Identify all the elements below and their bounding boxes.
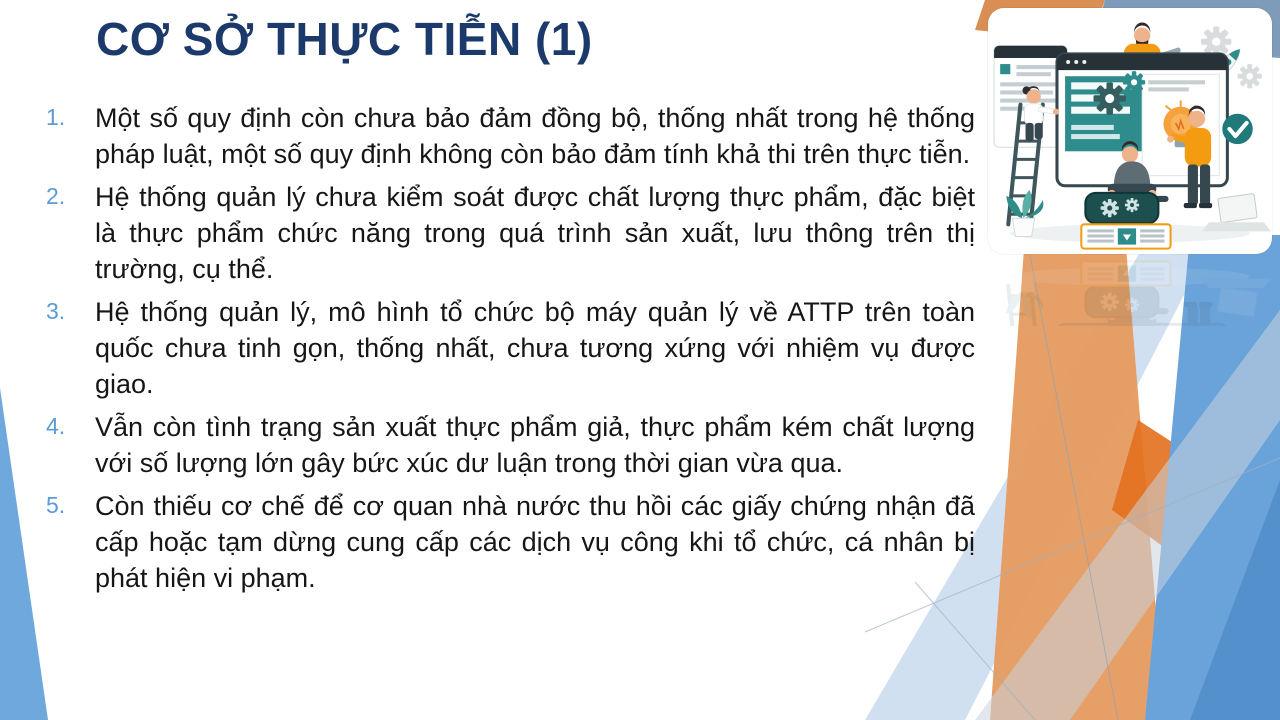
slide-title: CƠ SỞ THỰC TIỄN (1) [96, 13, 593, 65]
list-item-text: Còn thiếu cơ chế để cơ quan nhà nước thu hồi các giấy chứng nhận đã cấp hoặc tạm dừng cung cấp các dịch vụ công khi tổ chức, cá nhân bị phát hiện vi phạm. [95, 491, 975, 593]
list-number: 5. [46, 492, 66, 518]
list-item-text: Hệ thống quản lý, mô hình tổ chức bộ máy quản lý về ATTP trên toàn quốc chưa tinh gọn, thống nhất, chưa tương xứng với nhiệm vụ được giao. [95, 297, 975, 399]
list-item [40, 488, 975, 596]
list-item [40, 179, 975, 287]
list-item [40, 100, 975, 172]
illustration-card [988, 8, 1272, 254]
list-number: 4. [46, 413, 66, 439]
teamwork-illustration [988, 8, 1272, 254]
list-number: 3. [46, 298, 66, 324]
list-item [40, 294, 975, 402]
bullet-list [40, 100, 975, 603]
list-number: 1. [46, 104, 66, 130]
list-number: 2. [46, 183, 66, 209]
list-item-text: Một số quy định còn chưa bảo đảm đồng bộ, thống nhất trong hệ thống pháp luật, một số quy định không còn bảo đảm tính khả thi trên thực tiễn. [95, 103, 975, 169]
list-item-text: Vẫn còn tình trạng sản xuất thực phẩm giả, thực phẩm kém chất lượng với số lượng lớn gây bức xúc dư luận trong thời gian vừa qua. [95, 412, 975, 478]
list-item [40, 409, 975, 481]
list-item-text: Hệ thống quản lý chưa kiểm soát được chất lượng thực phẩm, đặc biệt là thực phẩm chức năng trong quá trình sản xuất, lưu thông trên thị trường, cụ thể. [95, 182, 975, 284]
